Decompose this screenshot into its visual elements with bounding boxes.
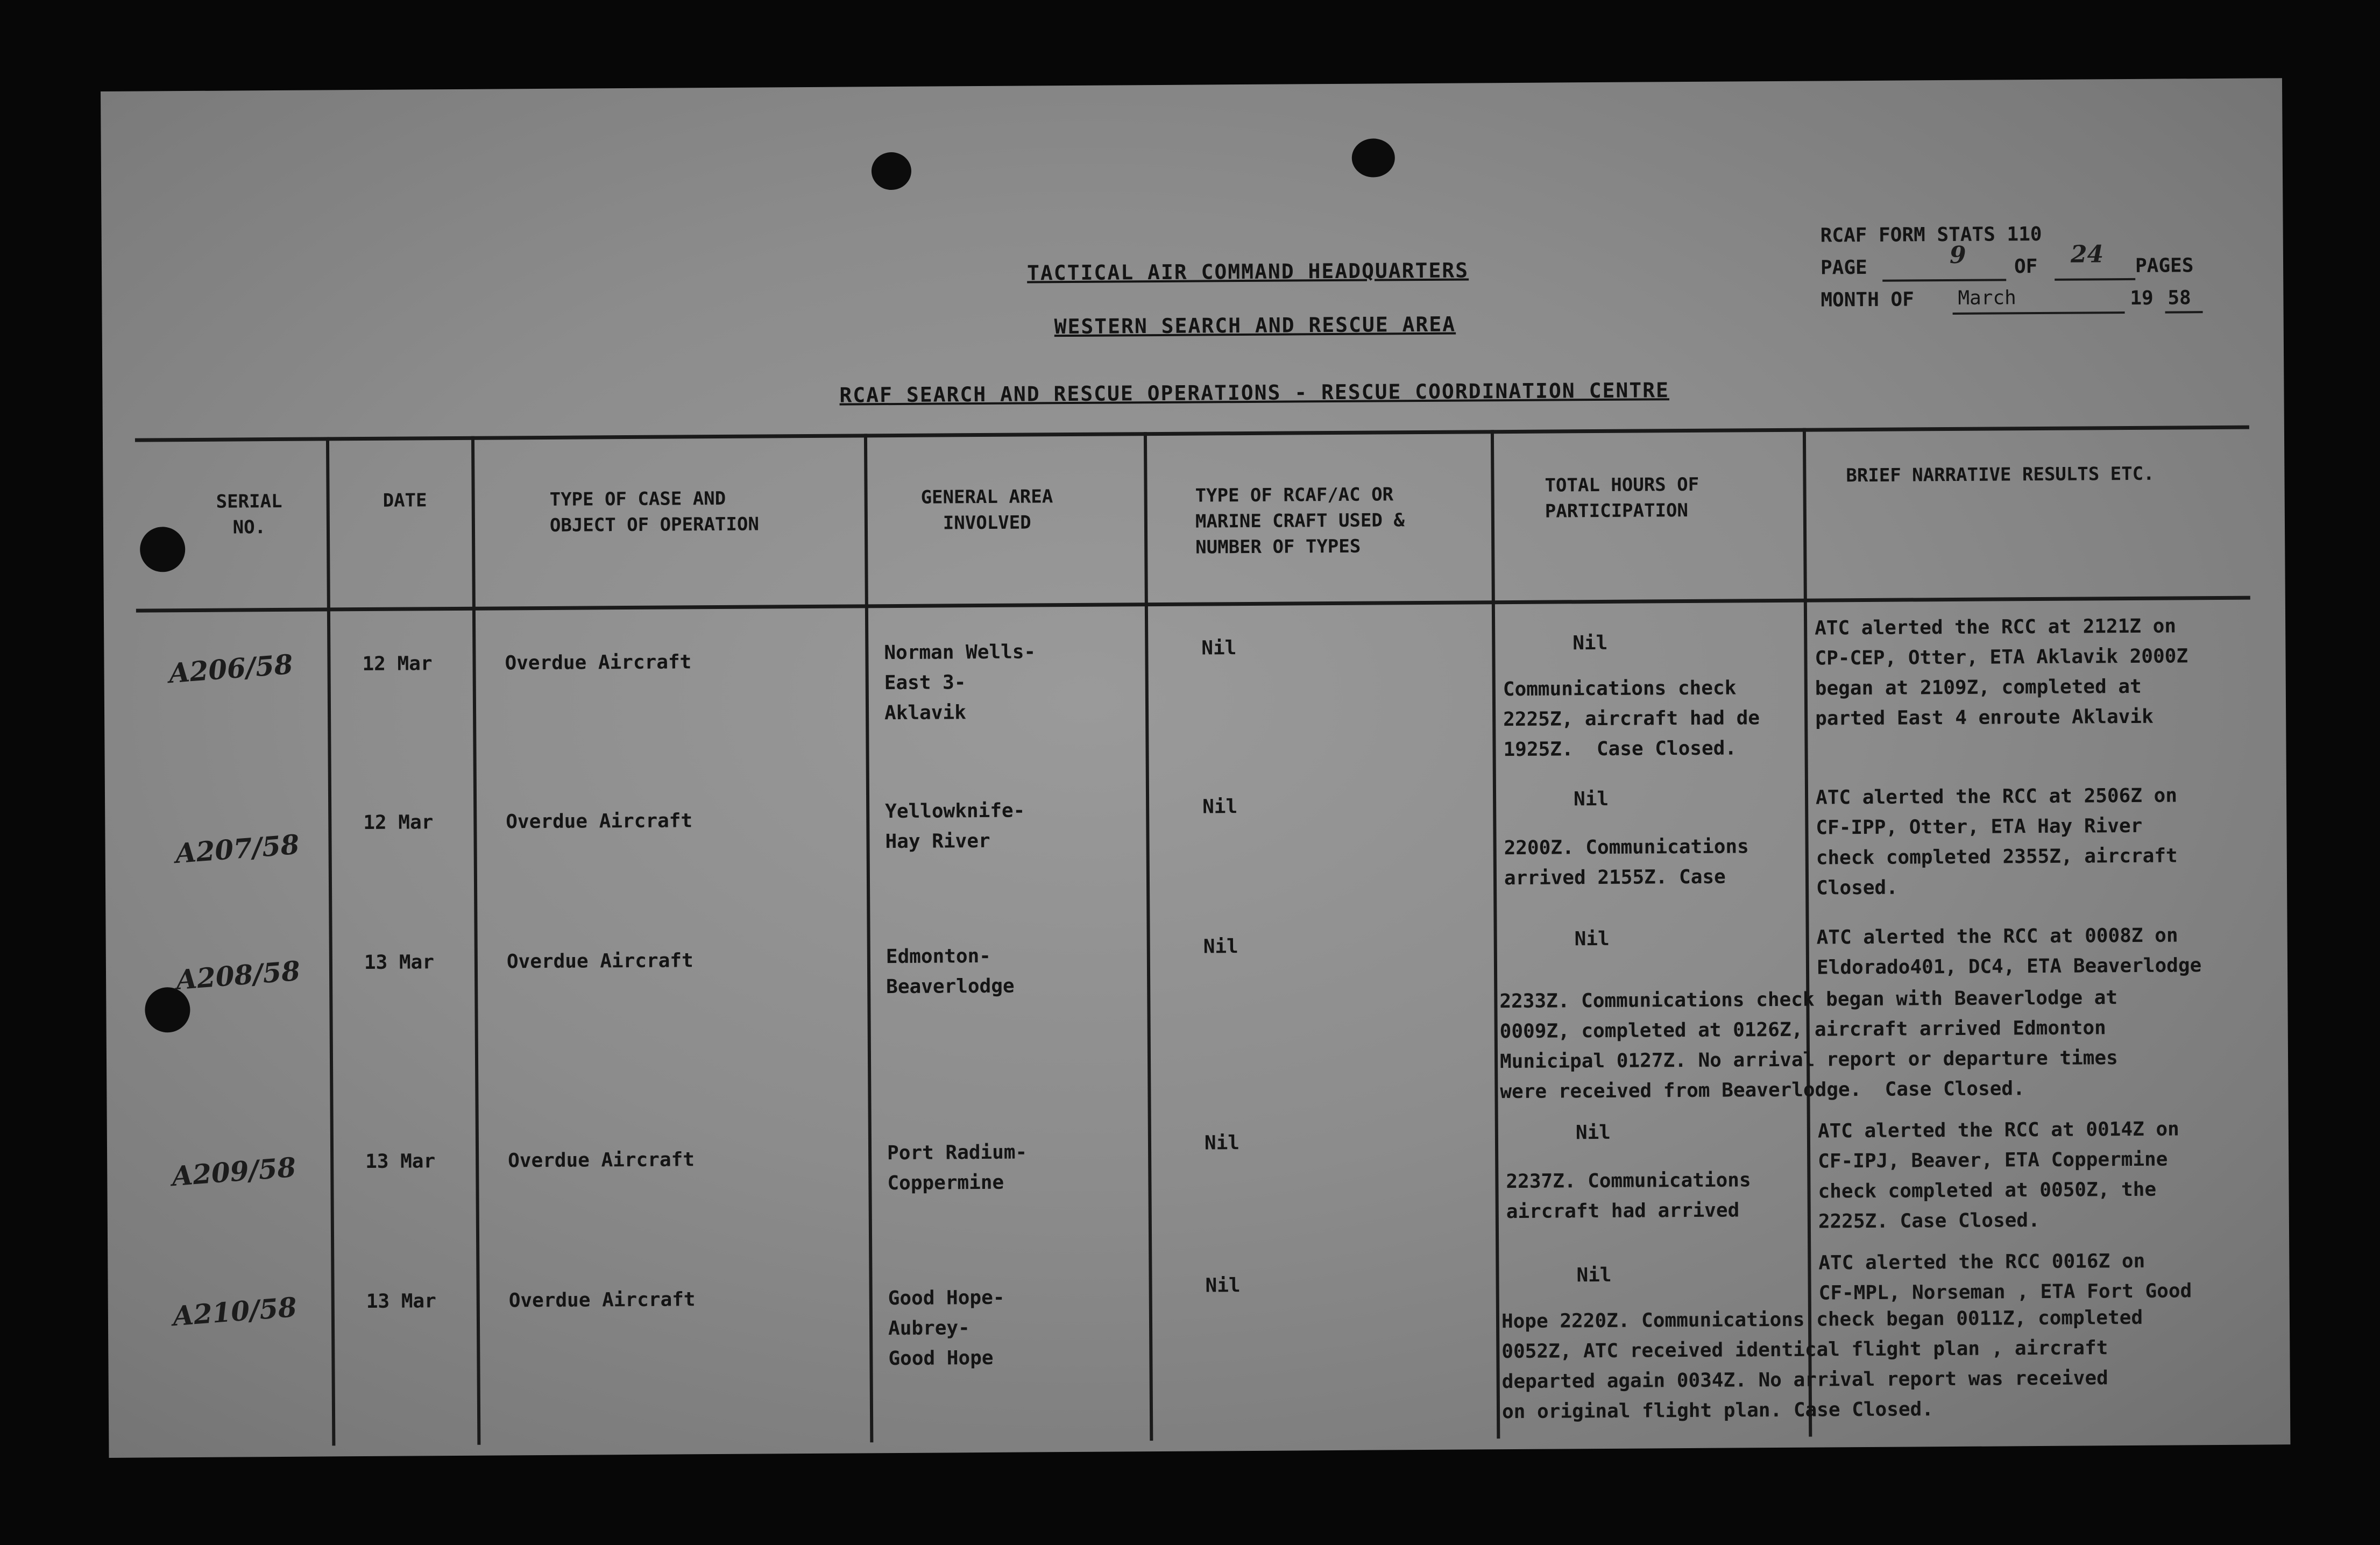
row-2-case: Overdue Aircraft <box>506 810 693 833</box>
row-4-serial: A209/58 <box>171 1151 298 1193</box>
page-number: 9 <box>1949 241 1966 270</box>
year-underline <box>2165 311 2203 313</box>
row-2-serial: A207/58 <box>174 828 301 870</box>
column-header-hours: TOTAL HOURS OF PARTICIPATION <box>1545 473 1699 522</box>
row-5-narrative-right: ATC alerted the RCC 0016Z on CF-MPL, Norseman , ETA Fort Good <box>1818 1250 2192 1305</box>
column-header-area: GENERAL AREA INVOLVED <box>920 486 1053 534</box>
form-label: RCAF FORM STATS 110 <box>1820 223 2042 247</box>
page-number-underline <box>1882 279 2006 281</box>
row-3-hours: Nil <box>1574 927 1610 951</box>
month-underline <box>1953 311 2125 315</box>
row-5-craft: Nil <box>1205 1274 1241 1297</box>
heading-operations: RCAF SEARCH AND RESCUE OPERATIONS - RESCUE COORDINATION CENTRE <box>839 378 1670 407</box>
row-5-area: Good Hope- Aubrey- Good Hope <box>888 1286 1005 1370</box>
row-3-craft: Nil <box>1203 935 1238 958</box>
year-value: 58 <box>2168 287 2191 309</box>
col-divider-3 <box>864 434 873 1442</box>
col-divider-2 <box>471 436 480 1445</box>
row-4-date: 13 Mar <box>365 1150 436 1173</box>
row-2-area: Yellowknife- Hay River <box>885 799 1025 853</box>
heading-area: WESTERN SEARCH AND RESCUE AREA <box>1054 312 1456 339</box>
punch-hole-top-right <box>1352 138 1395 177</box>
row-2-narrative-right: ATC alerted the RCC at 2506Z on CF-IPP, Otter, ETA Hay River check completed 2355Z, aircraft Closed. <box>1815 784 2178 899</box>
row-1-hours: Nil <box>1572 632 1608 655</box>
page-total-underline <box>2055 278 2135 281</box>
row-3-area: Edmonton- Beaverlodge <box>886 945 1015 998</box>
page-label: PAGE <box>1820 256 1867 279</box>
row-1-narrative-wide: Communications check 2225Z, aircraft had de 1925Z. Case Closed. <box>1503 677 1760 761</box>
row-1-craft: Nil <box>1201 637 1237 660</box>
punch-hole-left-upper <box>140 527 186 572</box>
of-label: OF <box>2014 256 2038 278</box>
column-header-craft: TYPE OF RCAF/AC OR MARINE CRAFT USED & NUMBER OF TYPES <box>1195 484 1405 558</box>
row-5-serial: A210/58 <box>171 1291 298 1333</box>
row-1-area: Norman Wells- East 3- Aklavik <box>884 641 1036 725</box>
row-3-serial: A208/58 <box>175 954 301 996</box>
row-3-date: 13 Mar <box>364 951 435 974</box>
row-5-narrative-wide: Hope 2220Z. Communications check began 0011Z, completed 0052Z, ATC received identical flight plan , aircraft departed again 0034Z. No arrival report was received on original flight plan. Case Closed. <box>1501 1306 2143 1423</box>
row-4-craft: Nil <box>1204 1132 1240 1154</box>
row-4-hours: Nil <box>1575 1121 1611 1144</box>
row-2-narrative-wide: 2200Z. Communications arrived 2155Z. Case <box>1504 835 1749 890</box>
punch-hole-top-left <box>872 152 911 190</box>
pages-label: PAGES <box>2135 254 2194 277</box>
col-divider-6 <box>1803 428 1812 1437</box>
row-3-case: Overdue Aircraft <box>506 949 693 973</box>
year-prefix: 19 <box>2130 287 2154 309</box>
row-4-area: Port Radium- Coppermine <box>887 1141 1028 1195</box>
row-1-date: 12 Mar <box>362 653 433 676</box>
row-4-narrative-right: ATC alerted the RCC at 0014Z on CF-IPJ, Beaver, ETA Coppermine check completed at 0050Z, the 2225Z. Case Closed. <box>1817 1118 2179 1233</box>
row-5-case: Overdue Aircraft <box>508 1288 696 1312</box>
row-2-craft: Nil <box>1202 796 1238 818</box>
column-header-case: TYPE OF CASE AND OBJECT OF OPERATION <box>549 487 759 536</box>
table-top-border <box>135 426 2249 442</box>
row-2-date: 12 Mar <box>363 811 434 834</box>
heading-command: TACTICAL AIR COMMAND HEADQUARTERS <box>1026 258 1469 285</box>
row-4-narrative-wide: 2237Z. Communications aircraft had arrived <box>1506 1169 1751 1223</box>
column-header-serial: SERIAL NO. <box>216 490 282 538</box>
row-1-case: Overdue Aircraft <box>505 651 692 675</box>
row-5-date: 13 Mar <box>366 1290 436 1313</box>
col-divider-4 <box>1144 432 1153 1441</box>
row-3-narrative-wide: 2233Z. Communications check began with Beaverlodge at 0009Z, completed at 0126Z, aircraft arrived Edmonton Municipal 0127Z. No arrival report or departure times were received from Beaverlodge. Case Closed. <box>1499 987 2118 1103</box>
column-header-narrative: BRIEF NARRATIVE RESULTS ETC. <box>1846 463 2155 487</box>
month-label: MONTH OF <box>1821 288 1914 311</box>
col-divider-5 <box>1491 430 1500 1438</box>
row-5-hours: Nil <box>1576 1264 1612 1287</box>
col-divider-1 <box>326 437 335 1445</box>
row-1-serial: A206/58 <box>167 648 294 690</box>
month-value: March <box>1958 287 2016 309</box>
row-4-case: Overdue Aircraft <box>508 1149 695 1172</box>
row-1-narrative-right: ATC alerted the RCC at 2121Z on CP-CEP, Otter, ETA Aklavik 2000Z began at 2109Z, completed at parted East 4 enroute Aklavik <box>1815 615 2188 730</box>
table-header-border <box>136 596 2250 613</box>
document-page <box>101 78 2290 1458</box>
page-total: 24 <box>2070 240 2104 268</box>
row-2-hours: Nil <box>1573 788 1609 811</box>
column-header-date: DATE <box>382 490 427 512</box>
row-3-narrative-right: ATC alerted the RCC at 0008Z on Eldorado401, DC4, ETA Beaverlodge <box>1816 924 2202 979</box>
